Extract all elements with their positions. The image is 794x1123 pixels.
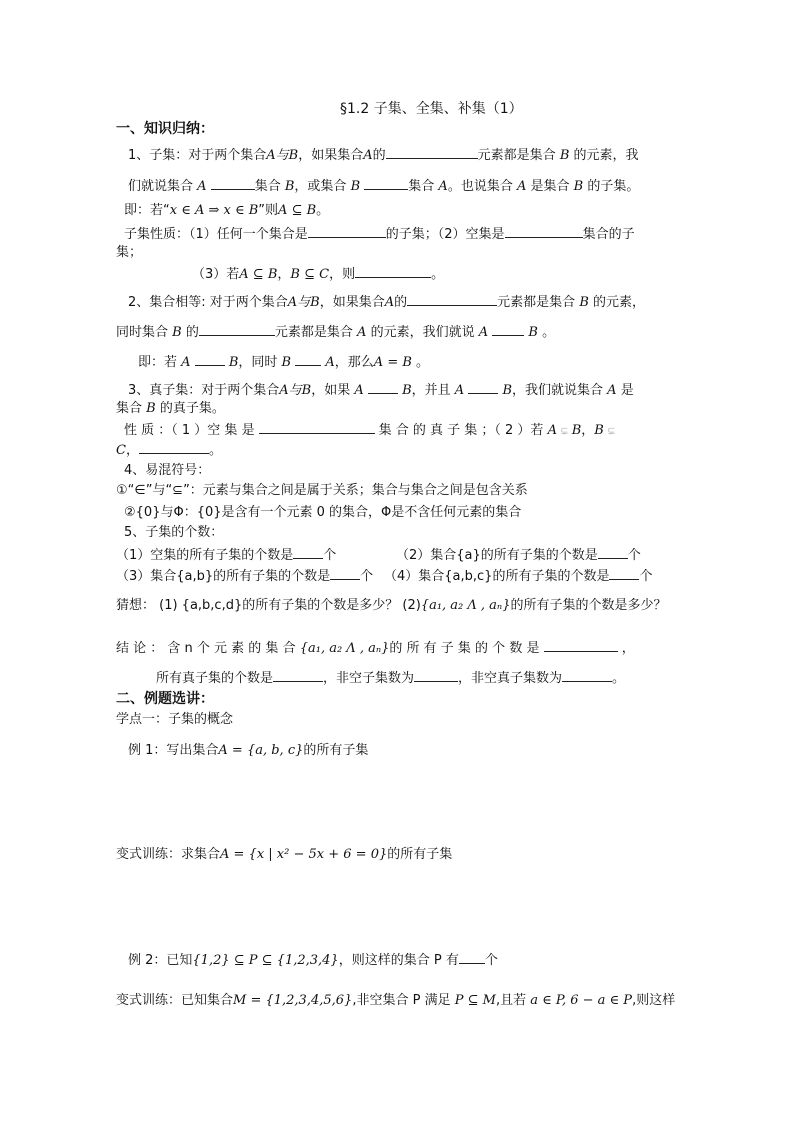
conclusion-line-2: 所有真子集的个数是 ，非空子集数为 ，非空真子集数为 。 xyxy=(156,668,625,688)
subset-line-6: （3）若A ⊆ B，B ⊆ C，则 。 xyxy=(192,264,444,284)
conclusion-line-1: 结 论 ： 含 n 个 元 素 的 集 合 {a₁, a₂ Λ , aₙ}的 所 有 子 集 的 个 数 是 ， xyxy=(116,638,635,658)
example-2: 例 2：已知{1,2} ⊆ P ⊆ {1,2,3,4}，则这样的集合 P 有 个 xyxy=(128,950,498,970)
subset-line-2: 们就说集合 A 集合 B，或集合 B 集合 A。也说集合 A 是集合 B 的子集。 xyxy=(128,176,639,196)
subset-line-4: 子集性质：（1）任何一个集合是 的子集；（2）空集是 集合的子 xyxy=(124,224,635,244)
section-heading-examples: 二、例题选讲： xyxy=(116,691,214,707)
proper-line-3: 性 质 ：（ 1 ）空 集 是 集 合 的 真 子 集 ；（ 2 ）若 A ⊊ B，B ⊊ xyxy=(124,420,615,441)
page-title: §1.2 子集、全集、补集（1） xyxy=(340,101,523,117)
guess-line: 猜想： (1) {a,b,c,d}的所有子集的个数是多少？ (2){a₁, a₂ Λ , aₙ}的所有子集的个数是多少？ xyxy=(116,598,667,613)
subset-line-3: 即：若“x ∈ A ⇒ x ∈ B”则A ⊆ B。 xyxy=(124,203,330,218)
equal-line-2: 同时集合 B 的 元素都是集合 A 的元素，我们就说 A B 。 xyxy=(116,322,555,342)
proper-line-4: C， 。 xyxy=(116,440,222,460)
confuse-line-1: ①“∈”与“⊆”：元素与集合之间是属于关系；集合与集合之间是包含关系 xyxy=(116,483,528,498)
count-line-1b: （2）集合{a}的所有子集的个数是 个 xyxy=(396,545,641,565)
equal-line-1: 2、集合相等: 对于两个集合A与B，如果集合A的 元素都是集合 B 的元素， xyxy=(128,292,645,312)
example-1: 例 1：写出集合A = {a, b, c}的所有子集 xyxy=(128,743,369,758)
proper-line-1: 3、真子集：对于两个集合A与B，如果 A B，并且 A B，我们就说集合 A 是 xyxy=(128,380,634,400)
variant-2: 变式训练：已知集合M = {1,2,3,4,5,6},非空集合 P 满足 P ⊆ M,且若 a ∈ P, 6 − a ∈ P,则这样 xyxy=(116,993,676,1008)
proper-line-2: 集合 B 的真子集。 xyxy=(116,401,225,416)
study-point-1: 学点一：子集的概念 xyxy=(116,712,234,727)
subset-line-1: 1、子集：对于两个集合A与B，如果集合A的 元素都是集合 B 的元素，我 xyxy=(128,145,639,165)
count-heading: 5、子集的个数： xyxy=(124,525,224,540)
equal-line-3: 即：若 A B，同时 B A，那么A = B 。 xyxy=(138,352,429,372)
confuse-line-2: ②{0}与Φ：{0}是含有一个元素 0 的集合，Φ是不含任何元素的集合 xyxy=(124,505,522,520)
subset-line-5: 集； xyxy=(116,245,143,260)
section-heading-knowledge: 一、知识归纳： xyxy=(116,121,214,137)
count-line-2a: （3）集合{a,b}的所有子集的个数是 个 xyxy=(116,566,373,586)
confuse-heading: 4、易混符号： xyxy=(124,463,211,478)
variant-1: 变式训练：求集合A = {x | x² − 5x + 6 = 0}的所有子集 xyxy=(116,847,453,862)
count-line-2b: （4）集合{a,b,c}的所有子集的个数是 个 xyxy=(384,566,652,586)
count-line-1a: （1）空集的所有子集的个数是 个 xyxy=(116,545,336,565)
